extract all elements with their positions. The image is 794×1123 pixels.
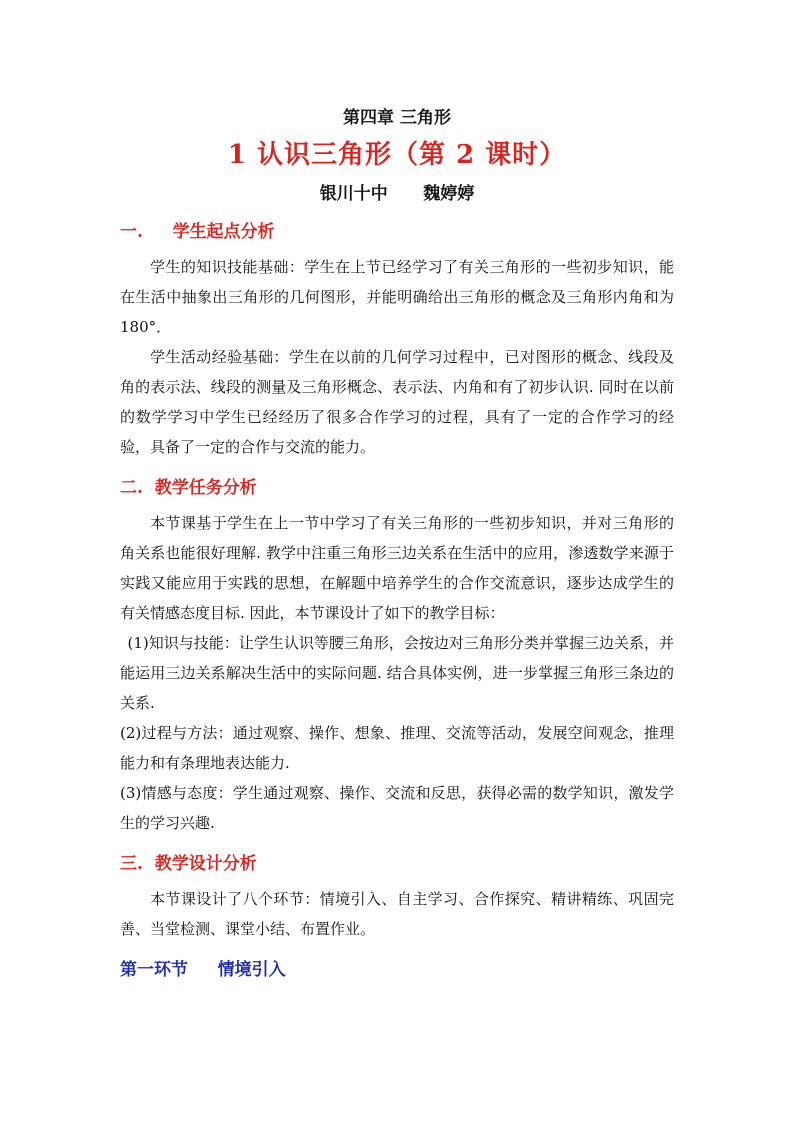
paragraph-knowledge-base: 学生的知识技能基础：学生在上节已经学习了有关三角形的一些初步知识，能在生活中抽象出三角形的几何图形，并能明确给出三角形的概念及三角形内角和为 180°． bbox=[120, 258, 674, 336]
section-heading-task-analysis: 二. 教学任务分析 bbox=[120, 478, 257, 498]
paragraph-experience-base: 学生活动经验基础：学生在以前的几何学习过程中，已对图形的概念、线段及角的表示法、线段的测量及三角形概念、表示法、内角和有了初步认识. 同时在以前的数学学习中学生已经经历了很多合作学习的过程，具有了一定的合作学习的经验，具备了一定的合作与交流的能力。 bbox=[120, 348, 674, 456]
paragraph-goal-knowledge: (1)知识与技能：让学生认识等腰三角形，会按边对三角形分类并掌握三边关系，并能运用三边关系解决生活中的实际问题. 结合具体实例，进一步掌握三角形三条边的关系. bbox=[120, 634, 674, 712]
chapter-heading: 第四章 三角形 bbox=[343, 108, 451, 128]
paragraph-task-intro: 本节课基于学生在上一节中学习了有关三角形的一些初步知识，并对三角形的角关系也能很好理解. 教学中注重三角形三边关系在生活中的应用，渗透数学来源于实践又能应用于实践的思想，在解题中培养学生的合作交流意识，逐步达成学生的有关情感态度目标. 因此，本节课设计了如下的教学目标： bbox=[120, 514, 674, 622]
paragraph-design-intro: 本节课设计了八个环节：情境引入、自主学习、合作探究、精讲精练、巩固完善、当堂检测、课堂小结、布置作业。 bbox=[120, 890, 674, 938]
author-line: 银川十中 魏婷婷 bbox=[319, 184, 475, 204]
stage-heading: 第一环节 情境引入 bbox=[120, 960, 286, 980]
paragraph-goal-emotion: (3)情感与态度：学生通过观察、操作、交流和反思，获得必需的数学知识，激发学生的学习兴趣. bbox=[120, 784, 674, 832]
paragraph-goal-process: (2)过程与方法：通过观察、操作、想象、推理、交流等活动，发展空间观念，推理能力和有条理地表达能力. bbox=[120, 724, 674, 772]
lesson-title: 1 认识三角形（第 2 课时） bbox=[227, 140, 567, 170]
document-body bbox=[120, 102, 674, 990]
section-heading-design-analysis: 三. 教学设计分析 bbox=[120, 854, 257, 874]
section-heading-student-analysis: 一. 学生起点分析 bbox=[120, 222, 275, 242]
